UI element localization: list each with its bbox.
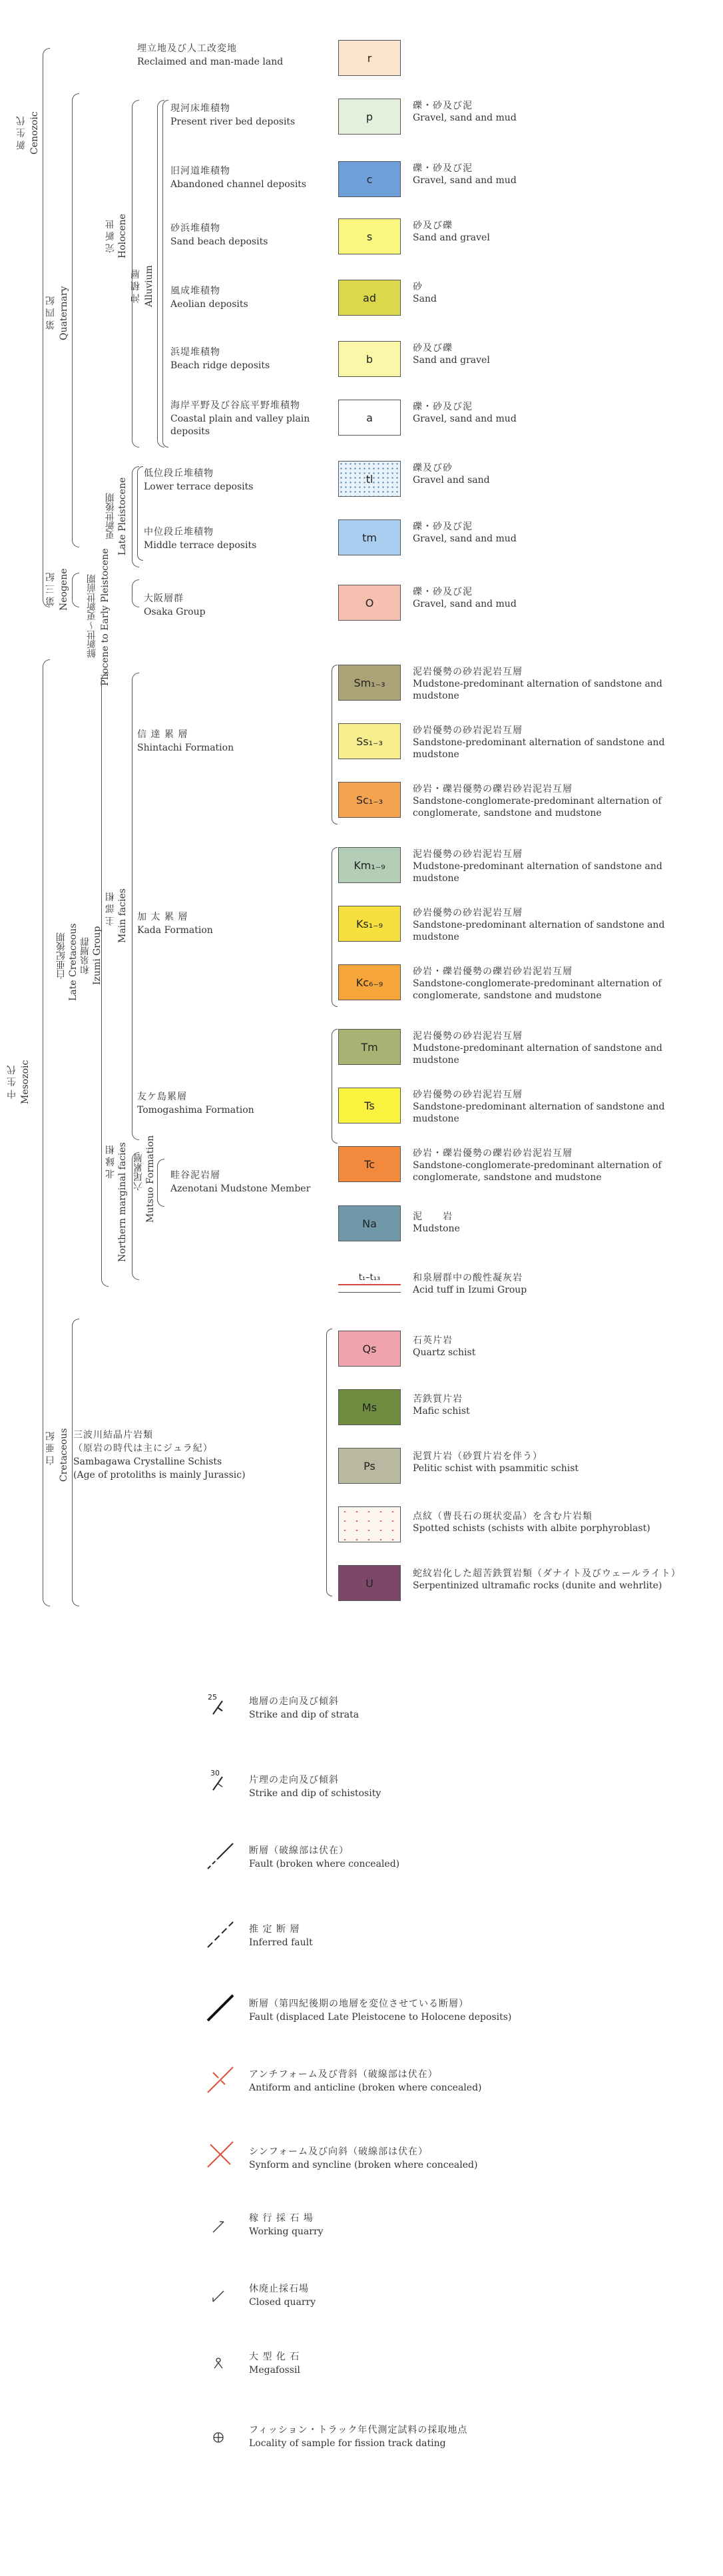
unit-description-en: Sand and gravel (413, 355, 490, 366)
cenozoic-label-en: Cenozoic (29, 111, 40, 155)
legend-label-en: Inferred fault (249, 1937, 313, 1948)
mutsuo-bracket (157, 1159, 164, 1207)
legend-label-jp: 休廃止採石場 (249, 2284, 309, 2294)
unit-description-jp: 礫・砂及び泥 (413, 163, 473, 174)
terrace-bracket (137, 466, 143, 561)
quaternary-label-en: Quaternary (59, 286, 69, 340)
formation-name-jp: 信 達 累 層 (137, 729, 188, 740)
neogene-bracket (72, 573, 79, 607)
unit-description-jp: 礫・砂及び泥 (413, 101, 473, 111)
northern-facies-label-en: Northern marginal facies (117, 1142, 128, 1262)
sambagawa-bracket (326, 1329, 332, 1596)
unit-description-en: Pelitic schist with psammitic schist (413, 1463, 579, 1474)
unit-name-jp: 埋立地及び人工改変地 (137, 43, 237, 54)
unit-description-en: Sandstone-conglomerate-predominant alternation of conglomerate, sandstone and mudstone (413, 1160, 662, 1183)
unit-description (413, 281, 679, 305)
unit-description-en: Sand and gravel (413, 232, 490, 243)
unit-swatch: Tc (338, 1146, 401, 1182)
unit-swatch: Ss₁₋₃ (338, 723, 401, 759)
antiform-icon (204, 2063, 237, 2096)
unit-swatch (338, 1506, 401, 1542)
unit-description-jp: 点紋（曹長石の斑状変晶）を含む片岩類 (413, 1511, 593, 1522)
tuff-line (338, 1292, 401, 1293)
unit-description-en: Serpentinized ultramafic rocks (dunite and wehrlite) (413, 1580, 662, 1591)
unit-description (413, 907, 679, 943)
unit-swatch: ad (338, 280, 401, 316)
quaternary-bracket (72, 93, 79, 547)
unit-swatch: Sc₁₋₃ (338, 782, 401, 818)
unit-description (413, 1147, 679, 1183)
unit-description-en: Gravel, sand and mud (413, 599, 517, 609)
formation-name-jp: 友ケ島累層 (137, 1092, 187, 1102)
unit-swatch: p (338, 99, 401, 135)
legend-label-en: Fault (displaced Late Pleistocene to Holocene deposits) (249, 2012, 512, 2023)
fission-track-icon (204, 2421, 237, 2455)
unit-description (413, 725, 679, 761)
unit-description-jp: 石英片岩 (413, 1335, 453, 1346)
unit-swatch: Qs (338, 1331, 401, 1367)
unit-description-jp: 砂及び礫 (413, 220, 453, 231)
northern-facies-label-jp: 北 縁 相 (105, 1145, 116, 1179)
unit-name-en: Aeolian deposits (170, 299, 248, 310)
unit-swatch: s (338, 218, 401, 254)
unit-description-jp: 砂岩優勢の砂岩泥岩互層 (413, 1090, 523, 1100)
legend-label-jp: 推 定 断 層 (249, 1924, 300, 1935)
unit-description-jp: 砂岩・礫岩優勢の礫岩砂岩泥岩互層 (413, 966, 573, 977)
unit-name-en: Beach ridge deposits (170, 360, 270, 371)
holocene-label-en: Holocene (117, 214, 128, 259)
unit-description-jp: 泥岩優勢の砂岩泥岩互層 (413, 1031, 523, 1042)
neogene-label-en: Neogene (59, 568, 69, 611)
late-cretaceous-label-en: Late Cretaceous (68, 923, 79, 1002)
unit-swatch: tm (338, 519, 401, 555)
unit-description-en: Gravel and sand (413, 475, 490, 485)
legend-label-jp: シンフォーム及び向斜（破線部は伏在） (249, 2146, 428, 2157)
unit-swatch: b (338, 341, 401, 377)
tomogashima-bracket (332, 1029, 338, 1143)
late-cretaceous-label-jp: 白亜紀後期 (56, 932, 67, 979)
unit-swatch: Ps (338, 1448, 401, 1484)
unit-description (413, 1089, 679, 1125)
pliocene-label-en: Pliocene to Early Pleistocene (100, 548, 111, 686)
unit-description-en: Mudstone-predominant alternation of sandstone and mudstone (413, 679, 662, 701)
unit-name-jp: 低位段丘堆積物 (144, 468, 214, 479)
unit-swatch: c (338, 161, 401, 197)
cenozoic-label-jp: 新 生 代 (16, 116, 27, 151)
unit-description (413, 848, 679, 884)
unit-description-en: Quartz schist (413, 1347, 476, 1358)
unit-swatch: Ks₁₋₉ (338, 906, 401, 942)
legend-label-en: Locality of sample for fission track dating (249, 2438, 446, 2449)
unit-description-en: Mudstone-predominant alternation of sandstone and mudstone (413, 1043, 662, 1066)
alluvium-label-jp: 沖 積 層 (130, 269, 141, 304)
unit-description (413, 342, 679, 366)
fault-icon (204, 1839, 237, 1873)
legend-label-en: Strike and dip of schistosity (249, 1788, 381, 1799)
unit-swatch: tl (338, 461, 401, 497)
shintachi-bracket (332, 665, 338, 824)
unit-description-en: Sandstone-conglomerate-predominant alternation of conglomerate, sandstone and mudstone (413, 978, 662, 1001)
kada-bracket (332, 847, 338, 1007)
unit-description (413, 586, 679, 610)
unit-name-en: Osaka Group (144, 607, 206, 617)
alluvium-label-en: Alluvium (144, 265, 154, 308)
inferred-fault-icon (204, 1918, 237, 1951)
unit-description-jp: 礫・砂及び泥 (413, 521, 473, 532)
unit-swatch: Ms (338, 1389, 401, 1425)
unit-description (413, 1510, 679, 1534)
unit-description (413, 462, 679, 486)
unit-name-jp: 畦谷泥岩層 (170, 1170, 220, 1181)
mesozoic-label-en: Mesozoic (20, 1060, 31, 1105)
legend-label-en: Working quarry (249, 2226, 324, 2237)
unit-swatch: Na (338, 1205, 401, 1241)
tuff-symbol: t₁–t₁₃ (338, 1267, 401, 1299)
unit-description-en: Gravel, sand and mud (413, 113, 517, 123)
unit-description (413, 1568, 679, 1592)
unit-description-jp: 砂岩・礫岩優勢の礫岩砂岩泥岩互層 (413, 784, 573, 795)
unit-swatch: Sm₁₋₃ (338, 665, 401, 701)
unit-swatch: Km₁₋₉ (338, 847, 401, 883)
legend-label-en: Antiform and anticline (broken where concealed) (249, 2083, 482, 2093)
unit-description-en: Gravel, sand and mud (413, 533, 517, 544)
legend-label-jp: 断層（破線部は伏在） (249, 1845, 349, 1856)
unit-name-jp: 現河床堆積物 (170, 103, 230, 114)
unit-description (413, 1272, 679, 1296)
unit-name-en: Lower terrace deposits (144, 482, 254, 492)
unit-description-jp: 礫及び砂 (413, 463, 453, 474)
legend-label-jp: 大 型 化 石 (249, 2352, 300, 2362)
legend-label-en: Strike and dip of strata (249, 1710, 360, 1720)
unit-description (413, 521, 679, 545)
unit-description-en: Sand (413, 294, 437, 304)
unit-description-en: Spotted schists (schists with albite porphyroblast) (413, 1523, 650, 1534)
tuff-line (338, 1284, 401, 1285)
unit-description (413, 1335, 679, 1359)
unit-description-jp: 蛇紋岩化した超苦鉄質岩類（ダナイト及びウェールライト） (413, 1568, 681, 1579)
legend-label-jp: フィッション・トラック年代測定試料の採取地点 (249, 2425, 468, 2435)
holocene-units-bracket (162, 100, 168, 448)
late-pleistocene-label-jp: 更新世後期 (105, 493, 116, 539)
izumi-label-en: Izumi Group (92, 926, 103, 986)
unit-swatch: a (338, 400, 401, 436)
unit-description (413, 1211, 679, 1235)
unit-description-jp: 砂及び礫 (413, 343, 453, 354)
formation-name-jp: 三波川結晶片岩類 (73, 1430, 153, 1441)
unit-swatch: Tm (338, 1029, 401, 1065)
unit-name-en: Abandoned channel deposits (170, 179, 307, 190)
unit-description (413, 162, 679, 186)
working-quarry-icon (204, 2208, 237, 2242)
unit-description-jp: 和泉層群中の酸性凝灰岩 (413, 1273, 523, 1283)
unit-swatch: O (338, 585, 401, 621)
unit-description-jp: 礫・砂及び泥 (413, 587, 473, 597)
unit-description-en: Sandstone-predominant alternation of sandstone and mudstone (413, 737, 665, 760)
cretaceous-label-en: Cretaceous (59, 1428, 69, 1482)
synform-icon (204, 2138, 237, 2171)
unit-swatch: Kc₆₋₉ (338, 964, 401, 1000)
unit-description-jp: 礫・砂及び泥 (413, 402, 473, 412)
unit-name-en: Reclaimed and man-made land (137, 57, 284, 67)
unit-description-jp: 泥 岩 (413, 1211, 453, 1222)
unit-description-en: Gravel, sand and mud (413, 175, 517, 186)
unit-description-jp: 泥質片岩（砂質片岩を伴う） (413, 1451, 543, 1462)
unit-description (413, 966, 679, 1002)
unit-name-jp: 大阪層群 (144, 593, 184, 604)
unit-description (413, 1030, 679, 1066)
unit-description-en: Mafic schist (413, 1406, 470, 1417)
unit-description (413, 1450, 679, 1474)
unit-name-jp: 浜堤堆積物 (170, 347, 220, 358)
active-fault-icon (204, 1991, 237, 2025)
legend-label-jp: 片理の走向及び傾斜 (249, 1775, 339, 1785)
formation-name-jp: 加 太 累 層 (137, 912, 188, 922)
formation-name-en: Tomogashima Formation (137, 1105, 254, 1116)
unit-description-jp: 苦鉄質片岩 (413, 1394, 463, 1405)
strike-dip-strata-icon (204, 1690, 237, 1724)
formation-name-en: (Age of protoliths is mainly Jurassic) (73, 1470, 246, 1480)
formation-name-en: Sambagawa Crystalline Schists (73, 1456, 222, 1467)
unit-name-en: Sand beach deposits (170, 236, 268, 247)
unit-description-jp: 砂岩優勢の砂岩泥岩互層 (413, 725, 523, 736)
legend-label-jp: 地層の走向及び傾斜 (249, 1696, 339, 1707)
main-facies-label-en: Main facies (117, 888, 128, 943)
legend-label-en: Closed quarry (249, 2297, 316, 2308)
strike-dip-schistosity-icon (204, 1766, 237, 1799)
unit-description-en: Mudstone (413, 1223, 460, 1234)
mutsuo-label-jp: 六尾累層 (133, 1153, 144, 1191)
mutsuo-label-en: Mutsuo Formation (145, 1135, 156, 1223)
unit-description (413, 100, 679, 124)
pliocene-bracket (132, 579, 139, 607)
formation-name-en: Shintachi Formation (137, 743, 234, 753)
legend-label-jp: 稼 行 採 石 場 (249, 2213, 314, 2224)
unit-name-en: Azenotani Mudstone Member (170, 1183, 311, 1194)
cretaceous-label-jp: 白 亜 紀 (45, 1431, 56, 1466)
holocene-label-jp: 完 新 世 (105, 219, 116, 254)
unit-description (413, 401, 679, 425)
legend-label-jp: アンチフォーム及び背斜（破線部は伏在） (249, 2069, 438, 2080)
unit-description (413, 1393, 679, 1417)
unit-name-jp: 旧河道堆積物 (170, 166, 230, 176)
unit-description-en: Gravel, sand and mud (413, 414, 517, 424)
formation-name-jp: （原岩の時代は主にジュラ紀） (73, 1443, 213, 1454)
quaternary-label-jp: 第 四 紀 (45, 296, 56, 330)
pliocene-label-jp: 鮮新世～更新世前期 (87, 574, 97, 658)
unit-description (413, 220, 679, 244)
unit-description-en: Sandstone-conglomerate-predominant alternation of conglomerate, sandstone and mudstone (413, 796, 662, 818)
unit-name-jp: 中位段丘堆積物 (144, 527, 214, 537)
legend-label-en: Megafossil (249, 2365, 300, 2376)
legend-label-en: Synform and syncline (broken where concealed) (249, 2160, 478, 2170)
unit-name-en: Coastal plain and valley plain deposits (170, 414, 310, 437)
unit-name-jp: 海岸平野及び谷底平野堆積物 (170, 400, 300, 411)
main-facies-label-jp: 主 部 相 (105, 892, 116, 926)
late-pleistocene-label-en: Late Pleistocene (117, 477, 128, 555)
formation-name-en: Kada Formation (137, 925, 213, 936)
unit-description-en: Mudstone-predominant alternation of sandstone and mudstone (413, 861, 662, 884)
unit-description-jp: 泥岩優勢の砂岩泥岩互層 (413, 849, 523, 860)
legend-label-en: Fault (broken where concealed) (249, 1859, 400, 1869)
megafossil-icon (204, 2347, 237, 2380)
svg-text:25: 25 (208, 1693, 217, 1702)
izumi-label-jp: 和泉層群 (80, 937, 91, 974)
closed-quarry-icon (204, 2278, 237, 2311)
unit-swatch: U (338, 1565, 401, 1601)
unit-description-en: Acid tuff in Izumi Group (413, 1285, 527, 1295)
unit-swatch: r (338, 40, 401, 76)
unit-name-jp: 風成堆積物 (170, 286, 220, 296)
unit-description-jp: 砂 (413, 282, 423, 292)
svg-text:30: 30 (210, 1769, 220, 1777)
unit-name-en: Present river bed deposits (170, 117, 296, 127)
mesozoic-label-jp: 中 生 代 (7, 1065, 17, 1100)
unit-name-en: Middle terrace deposits (144, 540, 257, 551)
unit-description-jp: 砂岩・礫岩優勢の礫岩砂岩泥岩互層 (413, 1148, 573, 1159)
unit-description-en: Sandstone-predominant alternation of sandstone and mudstone (413, 920, 665, 942)
unit-description (413, 783, 679, 819)
legend-label-jp: 断層（第四紀後期の地層を変位させている断層） (249, 1999, 469, 2009)
unit-description-jp: 泥岩優勢の砂岩泥岩互層 (413, 667, 523, 677)
unit-description-en: Sandstone-predominant alternation of sandstone and mudstone (413, 1102, 665, 1124)
unit-description-jp: 砂岩優勢の砂岩泥岩互層 (413, 908, 523, 918)
unit-description (413, 666, 679, 702)
unit-swatch: Ts (338, 1088, 401, 1124)
neogene-label-jp: 第 三 紀 (45, 572, 56, 607)
unit-name-jp: 砂浜堆積物 (170, 223, 220, 234)
